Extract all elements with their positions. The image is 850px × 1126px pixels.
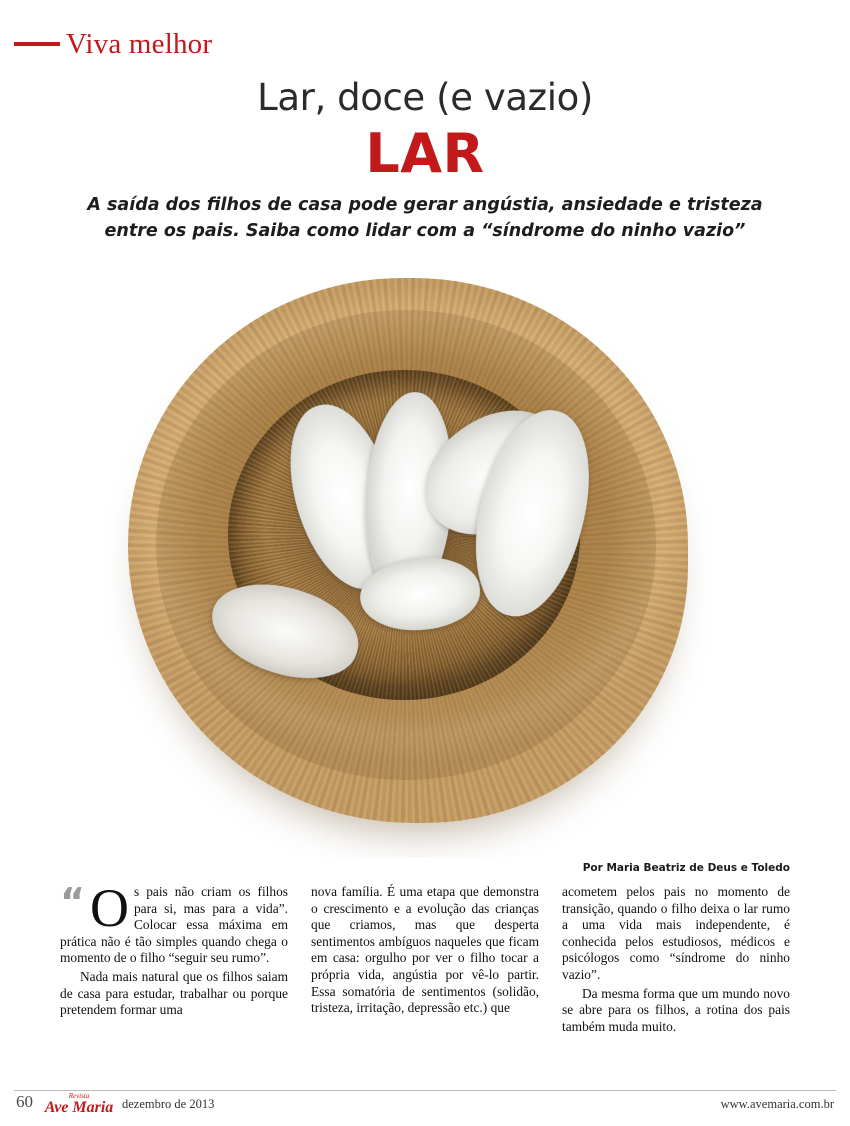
issue-date: dezembro de 2013 [122, 1097, 215, 1111]
logo-wordmark: Ave Maria [44, 1099, 114, 1116]
footer-rule [14, 1090, 836, 1091]
column-3-paragraph-1: acometem pelos pais no momento de transição, quando o filho deixa o lar rumo a uma vida mais independente, é conhecida pelos estudiosos, médicos e psicólogos como “síndrome do ninho vazio”. [562, 884, 790, 982]
standfirst: A saída dos filhos de casa pode gerar angústia, ansiedade e tristeza entre os pais. Saiba como lidar com a “síndrome do ninho vazio” [87, 195, 763, 241]
body-columns [60, 878, 790, 1084]
section-rule [14, 42, 60, 46]
headline-line-1: Lar, doce (e vazio) [257, 76, 593, 119]
body-column-3 [562, 884, 790, 1035]
column-1-paragraph-1-text: s pais não criam os filhos para si, mas para a vida”. Colocar essa máxima em prática não é tão simples quando chega o momento de o filho “seguir seu rumo”. [60, 884, 288, 966]
drop-cap: O [89, 878, 129, 938]
body-column-1 [60, 878, 288, 1019]
open-quote-mark: “ [60, 880, 85, 924]
section-label: Viva melhor [66, 28, 213, 60]
page-number: 60 [16, 1092, 33, 1111]
website-url: www.avemaria.com.br [720, 1097, 834, 1111]
column-1-paragraph-2: Nada mais natural que os filhos saiam de casa para estudar, trabalhar ou porque pretendem formar uma [60, 968, 288, 1018]
column-2-paragraph-1: nova família. É uma etapa que demonstra o crescimento e a evolução das crianças que criamos, mas que desperta sentimentos ambíguos naqueles que ficam em casa: orgulho por ver o filho tocar a própria vida, angústia por vê-lo partir. Essa somatória de sentimentos (solidão, tristeza, irritação, depressão etc.) que [311, 884, 539, 1016]
headline-line-2: LAR [365, 122, 485, 185]
body-column-2 [311, 884, 539, 1017]
column-1-paragraph-1 [60, 878, 288, 967]
article-photo [60, 258, 790, 858]
magazine-logo [42, 1090, 116, 1116]
byline: Por Maria Beatriz de Deus e Toledo [582, 862, 790, 874]
logo-superscript: Revista [68, 1092, 90, 1100]
column-3-paragraph-2: Da mesma forma que um mundo novo se abre para os filhos, a rotina dos pais também muda muito. [562, 985, 790, 1034]
